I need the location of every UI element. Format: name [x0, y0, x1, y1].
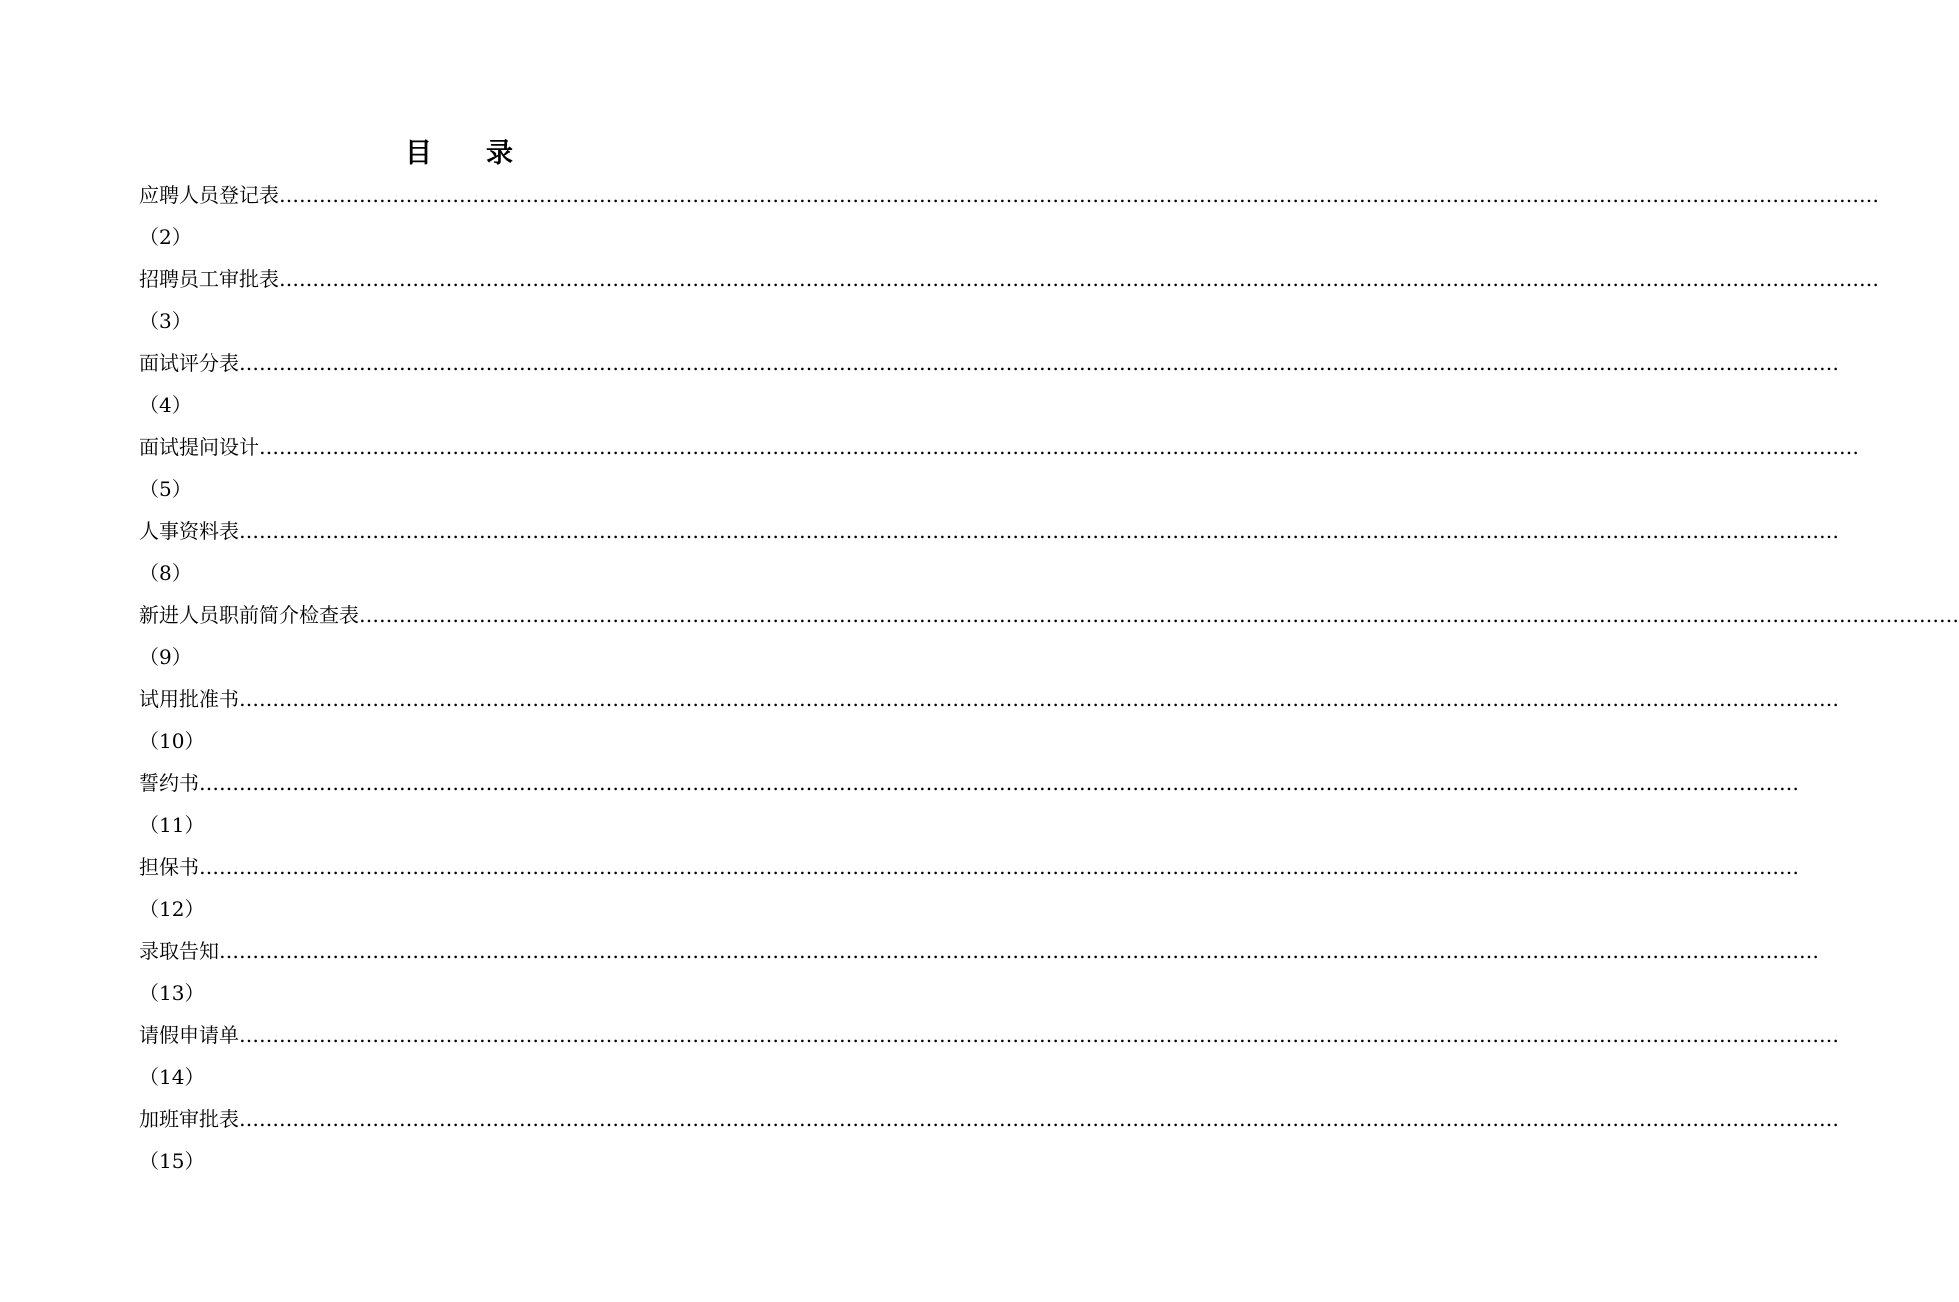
toc-entry[interactable]: [139, 510, 1839, 594]
toc-title: [0, 132, 920, 176]
toc-entry-label: 面试提问设计: [139, 435, 259, 459]
toc-entry-label: 试用批准书: [139, 687, 239, 711]
toc-entry[interactable]: [139, 594, 1959, 678]
toc-list: [139, 174, 1959, 1182]
toc-entry-label: 人事资料表: [139, 519, 239, 543]
toc-entry-line: [139, 594, 1959, 636]
toc-entry-page: （8）: [139, 561, 192, 585]
toc-entry-label: 新进人员职前简介检查表: [139, 603, 359, 627]
toc-entry-label: 担保书: [139, 855, 199, 879]
toc-entry-label: 招聘员工审批表: [139, 267, 279, 291]
toc-entry-line: [139, 258, 1879, 300]
toc-entry-page: （3）: [139, 309, 192, 333]
toc-leader-dots: ……………………………………………………………………………………………………………………………………………………………………………………………………………………: [199, 855, 1799, 879]
toc-entry-line: [139, 762, 1799, 804]
toc-leader-dots: ……………………………………………………………………………………………………………………………………………………………………………………………………………………: [359, 603, 1959, 627]
toc-entry-page: （13）: [139, 981, 205, 1005]
toc-leader-dots: ……………………………………………………………………………………………………………………………………………………………………………………………………………………: [239, 1107, 1839, 1131]
toc-entry-line: [139, 174, 1879, 216]
toc-entry[interactable]: [139, 342, 1839, 426]
toc-entry[interactable]: [139, 678, 1839, 762]
toc-entry-page: （14）: [139, 1065, 205, 1089]
toc-entry[interactable]: [139, 930, 1819, 1014]
toc-entry-line: [139, 342, 1839, 384]
toc-entry[interactable]: [139, 846, 1799, 930]
toc-entry-line: [139, 1098, 1839, 1140]
toc-entry-line: [139, 510, 1839, 552]
toc-leader-dots: ……………………………………………………………………………………………………………………………………………………………………………………………………………………: [239, 687, 1839, 711]
toc-entry-label: 誓约书: [139, 771, 199, 795]
toc-title-right: 录: [486, 138, 515, 169]
toc-leader-dots: ……………………………………………………………………………………………………………………………………………………………………………………………………………………: [279, 267, 1879, 291]
toc-entry-page: （10）: [139, 729, 205, 753]
toc-entry[interactable]: [139, 762, 1799, 846]
toc-leader-dots: ……………………………………………………………………………………………………………………………………………………………………………………………………………………: [239, 351, 1839, 375]
toc-entry[interactable]: [139, 426, 1859, 510]
toc-entry-label: 面试评分表: [139, 351, 239, 375]
toc-entry-page: （15）: [139, 1149, 205, 1173]
toc-entry-label: 录取告知: [139, 939, 219, 963]
toc-entry-page: （4）: [139, 393, 192, 417]
toc-entry[interactable]: [139, 1098, 1839, 1182]
toc-entry-page: （2）: [139, 225, 192, 249]
toc-entry[interactable]: [139, 174, 1879, 258]
toc-entry-label: 请假申请单: [139, 1023, 239, 1047]
toc-entry[interactable]: [139, 258, 1879, 342]
toc-entry-line: [139, 1014, 1839, 1056]
toc-entry-line: [139, 426, 1859, 468]
toc-leader-dots: ……………………………………………………………………………………………………………………………………………………………………………………………………………………: [199, 771, 1799, 795]
toc-leader-dots: ……………………………………………………………………………………………………………………………………………………………………………………………………………………: [279, 183, 1879, 207]
toc-entry-page: （11）: [139, 813, 205, 837]
toc-entry[interactable]: [139, 1014, 1839, 1098]
toc-entry-page: （5）: [139, 477, 192, 501]
toc-leader-dots: ……………………………………………………………………………………………………………………………………………………………………………………………………………………: [219, 939, 1819, 963]
toc-entry-label: 应聘人员登记表: [139, 183, 279, 207]
toc-leader-dots: ……………………………………………………………………………………………………………………………………………………………………………………………………………………: [239, 1023, 1839, 1047]
toc-entry-page: （12）: [139, 897, 205, 921]
toc-entry-label: 加班审批表: [139, 1107, 239, 1131]
toc-title-left: 目: [405, 138, 434, 169]
toc-leader-dots: ……………………………………………………………………………………………………………………………………………………………………………………………………………………: [239, 519, 1839, 543]
toc-entry-line: [139, 678, 1839, 720]
toc-entry-page: （9）: [139, 645, 192, 669]
toc-leader-dots: ……………………………………………………………………………………………………………………………………………………………………………………………………………………: [259, 435, 1859, 459]
toc-entry-line: [139, 846, 1799, 888]
toc-entry-line: [139, 930, 1819, 972]
